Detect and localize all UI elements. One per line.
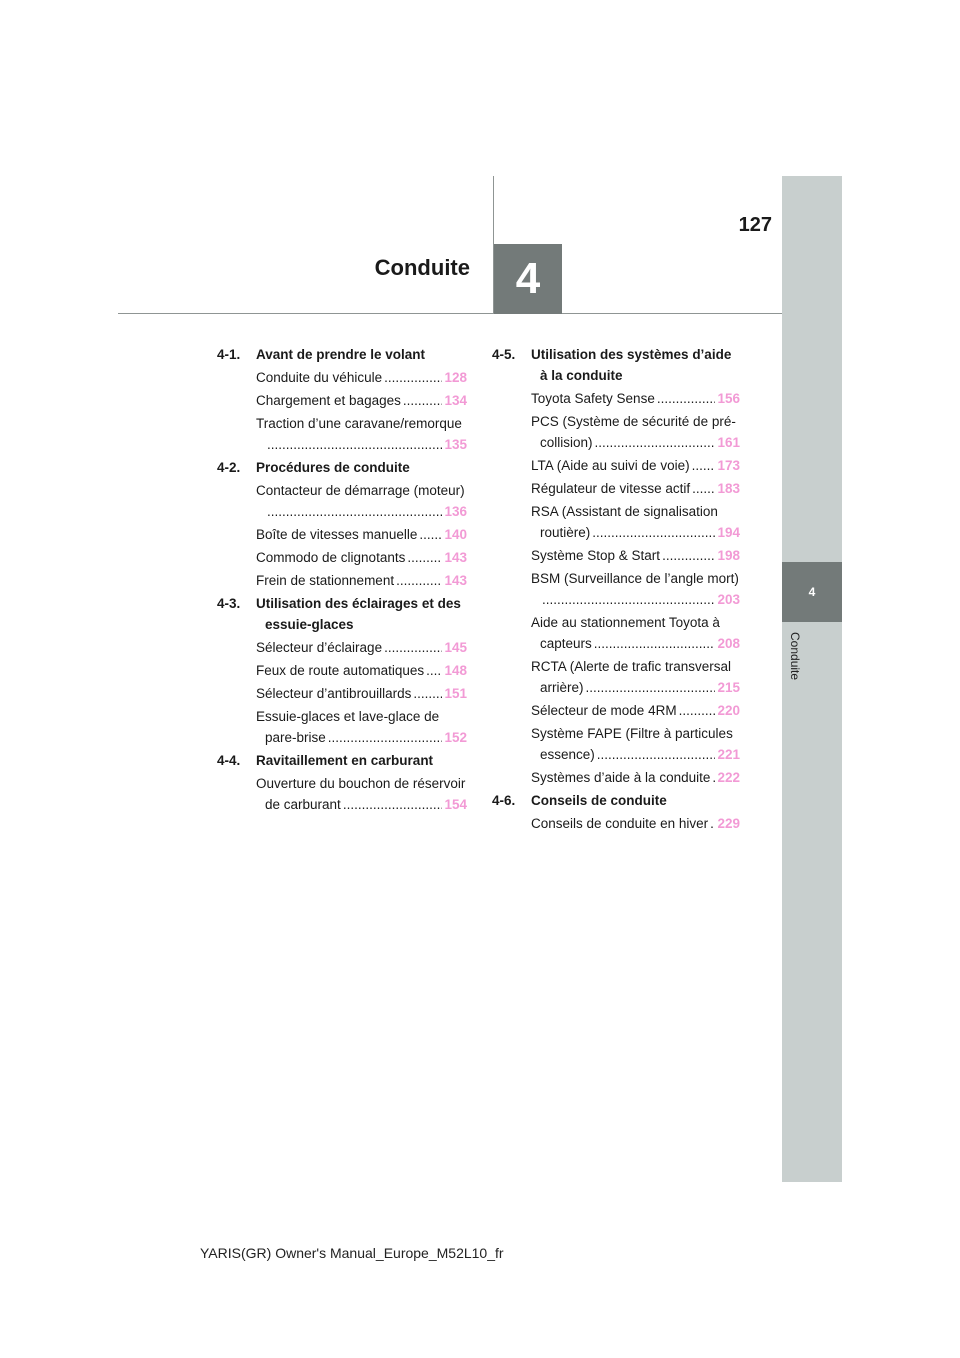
- entry-title: Sélecteur d’antibrouillards: [256, 686, 412, 701]
- entry-title: Système FAPE (Filtre à particules: [531, 726, 733, 741]
- section-title-line: essuie-glaces: [265, 617, 354, 632]
- leader-dots: [592, 522, 715, 543]
- leader-dots: [384, 367, 442, 388]
- page-ref[interactable]: 208: [717, 636, 740, 651]
- toc-entry-line: [531, 545, 740, 566]
- section-title-line: à la conduite: [540, 368, 623, 383]
- page-ref[interactable]: 140: [444, 527, 467, 542]
- page-ref[interactable]: 173: [717, 458, 740, 473]
- section-number: 4-3.: [217, 596, 241, 611]
- page-ref[interactable]: 135: [444, 437, 467, 452]
- leader-dots: [657, 388, 716, 409]
- toc-entry-link[interactable]: [531, 612, 740, 654]
- toc-entry-line: [531, 677, 740, 698]
- toc-entry-line: [531, 633, 740, 654]
- toc-entry-line: [256, 501, 467, 522]
- leader-dots: [679, 700, 716, 721]
- leader-dots: [542, 589, 715, 610]
- leader-dots: [597, 744, 716, 765]
- page-ref[interactable]: 143: [444, 550, 467, 565]
- entry-title: pare-brise: [265, 730, 326, 745]
- section-number: 4-4.: [217, 753, 241, 768]
- page-ref[interactable]: 143: [444, 573, 467, 588]
- page-ref[interactable]: 156: [717, 391, 740, 406]
- entry-title: collision): [540, 435, 593, 450]
- toc-entry-line: [531, 432, 740, 453]
- toc-entry-line: [256, 524, 467, 545]
- toc-entry-link[interactable]: [256, 637, 467, 658]
- leader-dots: [710, 813, 715, 834]
- toc-entry-line: [531, 589, 740, 610]
- toc-entry-line: [531, 656, 740, 677]
- toc-section: [217, 593, 467, 635]
- toc-entry-link[interactable]: [531, 700, 740, 721]
- toc-section: [217, 457, 467, 478]
- toc-entry-line: [256, 660, 467, 681]
- toc-entry-line: [256, 794, 467, 815]
- page-ref[interactable]: 221: [717, 747, 740, 762]
- page-ref[interactable]: 148: [444, 663, 467, 678]
- entry-title: Frein de stationnement: [256, 573, 395, 588]
- page-ref[interactable]: 229: [717, 816, 740, 831]
- section-number: 4-1.: [217, 347, 241, 362]
- leader-dots: [662, 545, 715, 566]
- page-ref[interactable]: 151: [444, 686, 467, 701]
- toc-section: [492, 344, 740, 386]
- entry-title: routière): [540, 525, 591, 540]
- toc-section: [217, 750, 467, 771]
- toc-section: [492, 790, 740, 811]
- leader-dots: [267, 501, 442, 522]
- entry-title: Commodo de clignotants: [256, 550, 406, 565]
- section-title: [256, 457, 467, 478]
- toc-entry-line: [531, 813, 740, 834]
- entry-title: Aide au stationnement Toyota à: [531, 615, 720, 630]
- entry-title: Chargement et bagages: [256, 393, 401, 408]
- toc-entry-line: [256, 773, 467, 794]
- entry-title: Conseils de conduite en hiver: [531, 816, 709, 831]
- entry-title: BSM (Surveillance de l’angle mort): [531, 571, 739, 586]
- section-title-line: Utilisation des systèmes d’aide: [531, 347, 732, 362]
- toc-entry-link[interactable]: [256, 683, 467, 704]
- toc-entry-link[interactable]: [531, 455, 740, 476]
- entry-title: Régulateur de vitesse actif: [531, 481, 691, 496]
- toc-entry-line: [531, 411, 740, 432]
- toc-entry-line: [256, 547, 467, 568]
- toc-entry-link[interactable]: [256, 706, 467, 748]
- leader-dots: [595, 432, 716, 453]
- page-ref[interactable]: 128: [444, 370, 467, 385]
- entry-title: arrière): [540, 680, 584, 695]
- entry-title: Conduite du véhicule: [256, 370, 383, 385]
- entry-title: capteurs: [540, 636, 592, 651]
- leader-dots: [413, 683, 442, 704]
- leader-dots: [692, 478, 715, 499]
- entry-title: Toyota Safety Sense: [531, 391, 655, 406]
- leader-dots: [343, 794, 443, 815]
- toc-entry-link[interactable]: [531, 545, 740, 566]
- entry-title: RSA (Assistant de signalisation: [531, 504, 718, 519]
- toc-entry-line: [531, 501, 740, 522]
- leader-dots: [328, 727, 443, 748]
- toc-entry-link[interactable]: [531, 568, 740, 610]
- page-ref[interactable]: 161: [717, 435, 740, 450]
- toc-entry-link[interactable]: [531, 411, 740, 453]
- page-ref[interactable]: 215: [717, 680, 740, 695]
- toc-entry-line: [531, 478, 740, 499]
- toc-entry-link[interactable]: [531, 388, 740, 409]
- toc-entry-link[interactable]: [256, 413, 467, 455]
- page-ref[interactable]: 222: [717, 770, 740, 785]
- page-ref[interactable]: 145: [444, 640, 467, 655]
- toc-entry-line: [531, 700, 740, 721]
- toc-entry-line: [531, 568, 740, 589]
- entry-title: essence): [540, 747, 595, 762]
- toc-entry-link[interactable]: [256, 367, 467, 388]
- section-title-line: Conseils de conduite: [531, 793, 667, 808]
- section-title: [256, 750, 467, 771]
- toc-entry-line: [531, 388, 740, 409]
- page-ref[interactable]: 134: [444, 393, 467, 408]
- toc-entry-line: [256, 390, 467, 411]
- section-title-line: Avant de prendre le volant: [256, 347, 426, 362]
- leader-dots: [267, 434, 442, 455]
- toc-entry-link[interactable]: [256, 547, 467, 568]
- section-title: [256, 344, 467, 365]
- leader-dots: [403, 390, 443, 411]
- page-ref[interactable]: 194: [717, 525, 740, 540]
- page-ref[interactable]: 152: [444, 730, 467, 745]
- section-number: 4-2.: [217, 460, 241, 475]
- toc-entry-line: [256, 480, 467, 501]
- entry-title: Sélecteur de mode 4RM: [531, 703, 677, 718]
- toc-entry-line: [256, 570, 467, 591]
- page-ref[interactable]: 198: [717, 548, 740, 563]
- toc-entry-line: [531, 522, 740, 543]
- chapter-title: Conduite: [374, 255, 470, 280]
- toc-entry-link[interactable]: [256, 480, 467, 522]
- entry-title: Systèmes d’aide à la conduite: [531, 770, 711, 785]
- page-ref[interactable]: 183: [717, 481, 740, 496]
- section-title: [531, 790, 740, 811]
- section-title: [531, 344, 740, 386]
- entry-title: Essuie-glaces et lave-glace de: [256, 709, 440, 724]
- entry-title: Système Stop & Start: [531, 548, 661, 563]
- side-tab-label: Conduite: [788, 632, 802, 681]
- page-ref[interactable]: 203: [717, 592, 740, 607]
- toc-entry-line: [531, 612, 740, 633]
- toc-section: [217, 344, 467, 365]
- toc-entry-link[interactable]: [256, 773, 467, 815]
- toc-entry-line: [256, 367, 467, 388]
- side-tab-chapter-4[interactable]: 4: [782, 562, 842, 622]
- toc-entry-link[interactable]: [256, 570, 467, 591]
- toc-column-right: [492, 344, 740, 836]
- toc-entry-link[interactable]: [531, 813, 740, 834]
- entry-title: Ouverture du bouchon de réservoir: [256, 776, 466, 791]
- leader-dots: [712, 767, 715, 788]
- leader-dots: [407, 547, 442, 568]
- entry-title: RCTA (Alerte de trafic transversal: [531, 659, 732, 674]
- toc-entry-link[interactable]: [256, 524, 467, 545]
- page-number: 127: [738, 214, 772, 236]
- toc-entry-link[interactable]: [531, 501, 740, 543]
- section-number: 4-5.: [492, 347, 516, 362]
- entry-title: Traction d’une caravane/remorque: [256, 416, 462, 431]
- toc-entry-link[interactable]: [531, 767, 740, 788]
- leader-dots: [426, 660, 442, 681]
- section-title: [256, 593, 467, 635]
- leader-dots: [594, 633, 716, 654]
- entry-title: Feux de route automatiques: [256, 663, 425, 678]
- toc-entry-line: [256, 413, 467, 434]
- leader-dots: [586, 677, 716, 698]
- toc-column-left: [217, 344, 467, 817]
- entry-title: PCS (Système de sécurité de pré-: [531, 414, 736, 429]
- toc-entry-line: [256, 683, 467, 704]
- page-ref[interactable]: 154: [444, 797, 467, 812]
- entry-title: Sélecteur d’éclairage: [256, 640, 383, 655]
- leader-dots: [384, 637, 442, 658]
- page-ref[interactable]: 136: [444, 504, 467, 519]
- entry-title: Contacteur de démarrage (moteur): [256, 483, 465, 498]
- toc-entry-line: [256, 434, 467, 455]
- toc-entry-line: [531, 455, 740, 476]
- section-number: 4-6.: [492, 793, 516, 808]
- chapter-number-box: 4: [494, 244, 562, 314]
- header-rule: [118, 313, 782, 314]
- toc-entry-line: [256, 637, 467, 658]
- leader-dots: [419, 524, 442, 545]
- entry-title: LTA (Aide au suivi de voie): [531, 458, 690, 473]
- page-ref[interactable]: 220: [717, 703, 740, 718]
- footer-manual-id: YARIS(GR) Owner's Manual_Europe_M52L10_fr: [200, 1245, 504, 1261]
- section-title-line: Procédures de conduite: [256, 460, 410, 475]
- toc-entry-line: [256, 727, 467, 748]
- toc-entry-line: [256, 706, 467, 727]
- toc-entry-line: [531, 767, 740, 788]
- entry-title: Boîte de vitesses manuelle: [256, 527, 418, 542]
- leader-dots: [692, 455, 716, 476]
- section-title-line: Ravitaillement en carburant: [256, 753, 434, 768]
- toc-entry-link[interactable]: [256, 660, 467, 681]
- toc-entry-line: [531, 744, 740, 765]
- toc-entry-link[interactable]: [256, 390, 467, 411]
- toc-entry-link[interactable]: [531, 723, 740, 765]
- section-title-line: Utilisation des éclairages et des: [256, 596, 461, 611]
- toc-entry-line: [531, 723, 740, 744]
- entry-title: de carburant: [265, 797, 341, 812]
- toc-entry-link[interactable]: [531, 478, 740, 499]
- toc-entry-link[interactable]: [531, 656, 740, 698]
- leader-dots: [396, 570, 442, 591]
